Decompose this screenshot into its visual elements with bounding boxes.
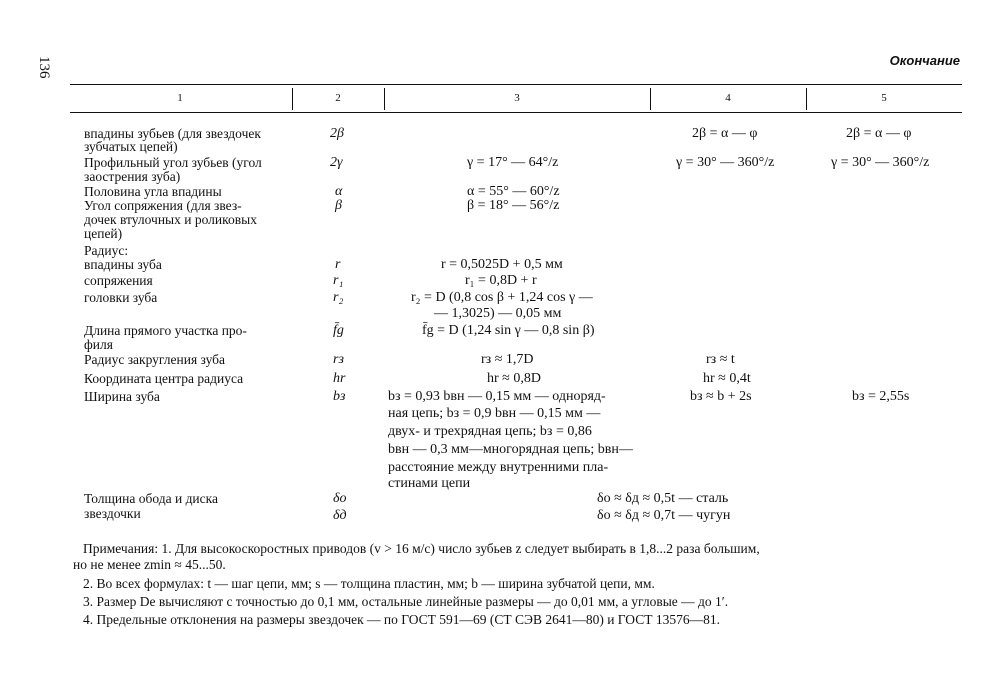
- symbol-cell: r₁: [333, 273, 344, 288]
- row-label: Радиус закругления зуба: [84, 352, 226, 367]
- row-label: головки зуба: [84, 290, 158, 305]
- formula-cell: γ = 30° — 360°/z: [831, 155, 930, 170]
- row-label: звездочки: [84, 506, 141, 521]
- row-label: Угол сопряжения (для звез-: [84, 198, 242, 213]
- header-separator: [650, 88, 651, 110]
- row-label: дочек втулочных и роликовых: [84, 212, 257, 227]
- formula-cell: γ = 17° — 64°/z: [467, 155, 559, 170]
- symbol-cell: δд: [333, 508, 347, 523]
- header-col-1: 1: [177, 92, 183, 104]
- formula-cell: bвн — 0,3 мм—многорядная цепь; bвн—: [388, 442, 633, 457]
- symbol-cell: 2β: [330, 126, 344, 141]
- note-1: Примечания: 1. Для высокоскоростных приводов (v > 16 м/с) число зубьев z следует выбирать в 1,8...2 раза большим,: [83, 541, 760, 556]
- header-col-5: 5: [881, 92, 887, 104]
- row-label: цепей): [84, 226, 123, 241]
- header-col-4: 4: [725, 92, 731, 104]
- formula-cell: r₁ = 0,8D + r: [465, 273, 537, 288]
- notes: [73, 541, 963, 628]
- header-separator: [806, 88, 807, 110]
- symbol-cell: hr: [333, 371, 346, 386]
- formula-cell: rз ≈ 1,7D: [481, 352, 534, 367]
- note-4: 4. Предельные отклонения на размеры звездочек — по ГОСТ 591—69 (СТ СЭВ 2641—80) и ГОСТ 13576—81.: [83, 612, 720, 627]
- formula-cell: — 1,3025) — 0,05 мм: [434, 306, 562, 321]
- symbol-cell: α: [335, 184, 343, 199]
- formula-cell: β = 18° — 56°/z: [467, 198, 560, 213]
- row-label: сопряжения: [84, 273, 153, 288]
- row-label: впадины зубьев (для звездочек: [84, 126, 261, 141]
- symbol-cell: r: [335, 257, 341, 272]
- row-label: Длина прямого участка про-: [84, 323, 247, 338]
- symbol-cell: 2γ: [330, 155, 343, 170]
- header-bottom-rule: [70, 112, 962, 113]
- row-label: впадины зуба: [84, 257, 162, 272]
- formula-cell: стинами цепи: [388, 476, 471, 491]
- symbol-cell: f̄g: [333, 323, 344, 338]
- row-label: заострения зуба): [84, 169, 181, 184]
- note-1-continued: но не менее zmin ≈ 45...50.: [73, 557, 226, 572]
- header-col-3: 3: [514, 92, 520, 104]
- row-label: Половина угла впадины: [84, 184, 222, 199]
- formula-cell: δо ≈ δд ≈ 0,7t — чугун: [597, 508, 731, 523]
- formula-cell: двух- и трехрядная цепь; bз = 0,86: [388, 424, 592, 439]
- symbol-cell: δо: [333, 491, 347, 506]
- table-top-rule: [70, 84, 962, 85]
- formula-cell: hr ≈ 0,8D: [487, 371, 541, 386]
- formula-cell: δо ≈ δд ≈ 0,5t — сталь: [597, 491, 729, 506]
- formula-cell: α = 55° — 60°/z: [467, 184, 560, 199]
- formula-cell: hr ≈ 0,4t: [703, 371, 751, 386]
- row-label: филя: [84, 337, 113, 352]
- row-label: Толщина обода и диска: [84, 491, 218, 506]
- header-separator: [292, 88, 293, 110]
- formula-cell: 2β = α — φ: [846, 126, 912, 141]
- symbol-cell: r₂: [333, 290, 344, 305]
- formula-cell: bз = 2,55s: [852, 389, 910, 404]
- formula-cell: r = 0,5025D + 0,5 мм: [441, 257, 563, 272]
- note-2: 2. Во всех формулах: t — шаг цепи, мм; s — толщина пластин, мм; b — ширина зубчатой цепи, мм.: [83, 576, 655, 591]
- header-col-2: 2: [335, 92, 341, 104]
- row-label: зубчатых цепей): [84, 139, 178, 154]
- row-label: Ширина зуба: [84, 389, 160, 404]
- page-number: 136: [36, 56, 52, 79]
- formula-cell: расстояние между внутренними пла-: [388, 460, 609, 475]
- formula-cell: f̄g = D (1,24 sin γ — 0,8 sin β): [422, 323, 595, 338]
- formula-cell: bз ≈ b + 2s: [690, 389, 752, 404]
- formula-cell: bз = 0,93 bвн — 0,15 мм — одноряд-: [388, 389, 606, 404]
- continuation-label: Окончание: [889, 53, 960, 68]
- formula-cell: 2β = α — φ: [692, 126, 758, 141]
- header-separator: [384, 88, 385, 110]
- formula-cell: γ = 30° — 360°/z: [676, 155, 775, 170]
- symbol-cell: bз: [333, 389, 346, 404]
- row-label: Радиус:: [84, 243, 129, 258]
- formula-cell: ная цепь; bз = 0,9 bвн — 0,15 мм —: [388, 406, 601, 421]
- symbol-cell: β: [335, 198, 342, 213]
- formula-cell: r₂ = D (0,8 cos β + 1,24 cos γ —: [411, 290, 593, 305]
- symbol-cell: rз: [333, 352, 344, 367]
- row-label: Координата центра радиуса: [84, 371, 244, 386]
- formula-cell: rз ≈ t: [706, 352, 735, 367]
- row-label: Профильный угол зубьев (угол: [84, 155, 262, 170]
- note-3: 3. Размер De вычисляют с точностью до 0,1 мм, остальные линейные размеры — до 0,01 мм, а угловые — до 1′.: [83, 594, 729, 609]
